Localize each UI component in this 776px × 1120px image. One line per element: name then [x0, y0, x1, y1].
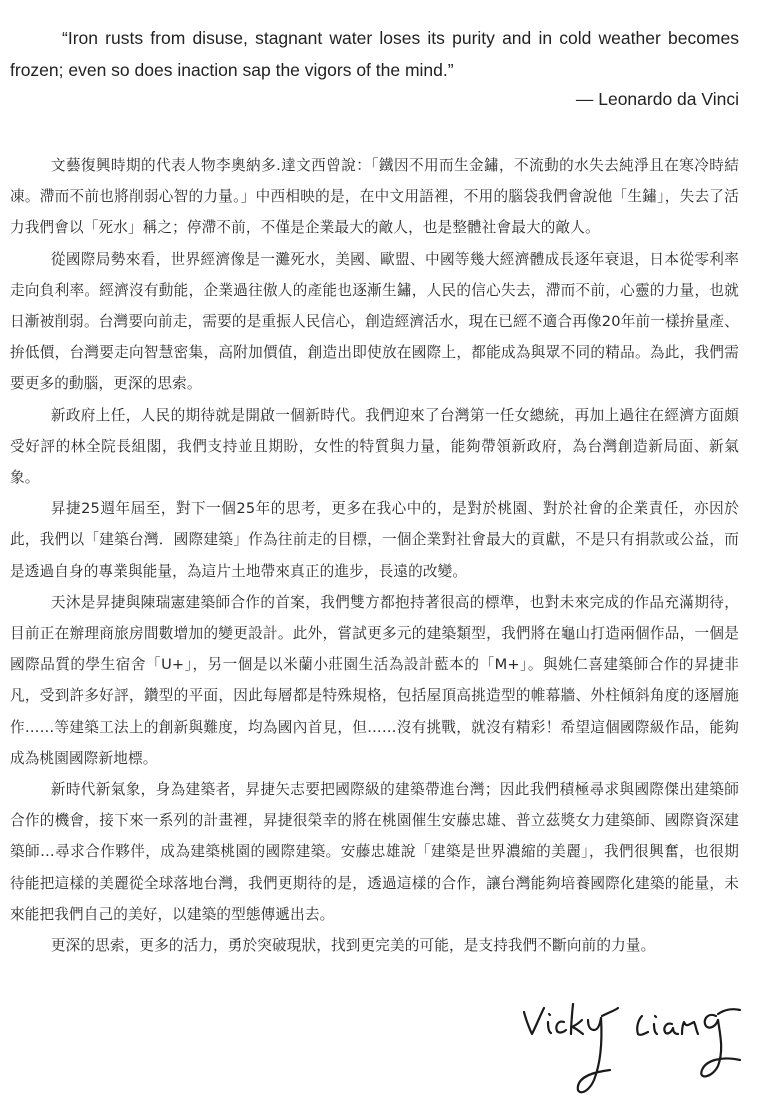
letter-body: [10, 150, 739, 961]
handwritten-signature: [518, 990, 748, 1110]
paragraph: 新時代新氣象，身為建築者，昇捷矢志要把國際級的建築帶進台灣；因此我們積極尋求與國際傑出建築師合作的機會，接下來一系列的計畫裡，昇捷很榮幸的將在桃園催生安藤忠雄、普立茲獎女力建築師、國際資深建築師…尋求合作夥伴，成為建築桃園的國際建築。安藤忠雄說「建築是世界濃縮的美麗」，我們很興奮，也很期待能把這樣的美麗從全球落地台灣，我們更期待的是，透過這樣的合作，讓台灣能夠培養國際化建築的能量，未來能把我們自己的美好，以建築的型態傳遞出去。: [10, 781, 739, 923]
paragraph: 天沐是昇捷與陳瑞憲建築師合作的首案，我們雙方都抱持著很高的標準，也對未來完成的作品充滿期待，目前正在辦理商旅房間數增加的變更設計。此外，嘗試更多元的建築類型，我們將在龜山打造兩個作品，一個是國際品質的學生宿舍「U+」，另一個是以米蘭小莊園生活為設計藍本的「M+」。與姚仁喜建築師合作的昇捷非凡，受到許多好評，鑽型的平面，因此每層都是特殊規格，包括屋頂高挑造型的帷幕牆、外柱傾斜角度的逐層施作……等建築工法上的創新與難度，均為國內首見，但……沒有挑戰，就沒有精彩！希望這個國際級作品，能夠成為桃園國際新地標。: [10, 593, 739, 767]
epigraph-quote: “Iron rusts from disuse, stagnant water loses its purity and in cold weather becomes frozen; even so does inaction sap the vigors of the mind.”: [10, 28, 739, 80]
epigraph-attribution: — Leonardo da Vinci: [575, 89, 739, 109]
letter-page: [10, 22, 739, 961]
paragraph: 從國際局勢來看，世界經濟像是一灘死水，美國、歐盟、中國等幾大經濟體成長逐年衰退，日本從零利率走向負利率。經濟沒有動能，企業過往傲人的產能也逐漸生鏽，人民的信心失去，滯而不前，心靈的力量，也就日漸被削弱。台灣要向前走，需要的是重振人民信心，創造經濟活水，現在已經不適合再像20年前一樣拚量產、拚低價，台灣要走向智慧密集，高附加價值，創造出即使放在國際上，都能成為與眾不同的精品。為此，我們需要更多的動腦，更深的思索。: [10, 250, 739, 393]
paragraph: 新政府上任，人民的期待就是開啟一個新時代。我們迎來了台灣第一任女總統，再加上過往在經濟方面頗受好評的林全院長組閣，我們支持並且期盼，女性的特質與力量，能夠帶領新政府，為台灣創造新局面、新氣象。: [10, 406, 739, 487]
paragraph: 昇捷25週年屆至，對下一個25年的思考，更多在我心中的，是對於桃園、對於社會的企業責任，亦因於此，我們以「建築台灣．國際建築」作為往前走的目標，一個企業對社會最大的貢獻，不是只有捐款或公益，而是透過自身的專業與能量，為這片土地帶來真正的進步，長遠的改變。: [10, 500, 739, 580]
paragraph: 文藝復興時期的代表人物李奧納多.達文西曾說：「鐵因不用而生金鏽，不流動的水失去純淨且在寒冷時結凍。滯而不前也將削弱心智的力量。」中西相映的是，在中文用語裡，不用的腦袋我們會說他「生鏽」，失去了活力我們會以「死水」稱之；停滯不前，不僅是企業最大的敵人，也是整體社會最大的敵人。: [10, 157, 739, 237]
paragraph: 更深的思索，更多的活力，勇於突破現狀，找到更完美的可能，是支持我們不斷向前的力量。: [50, 937, 656, 955]
